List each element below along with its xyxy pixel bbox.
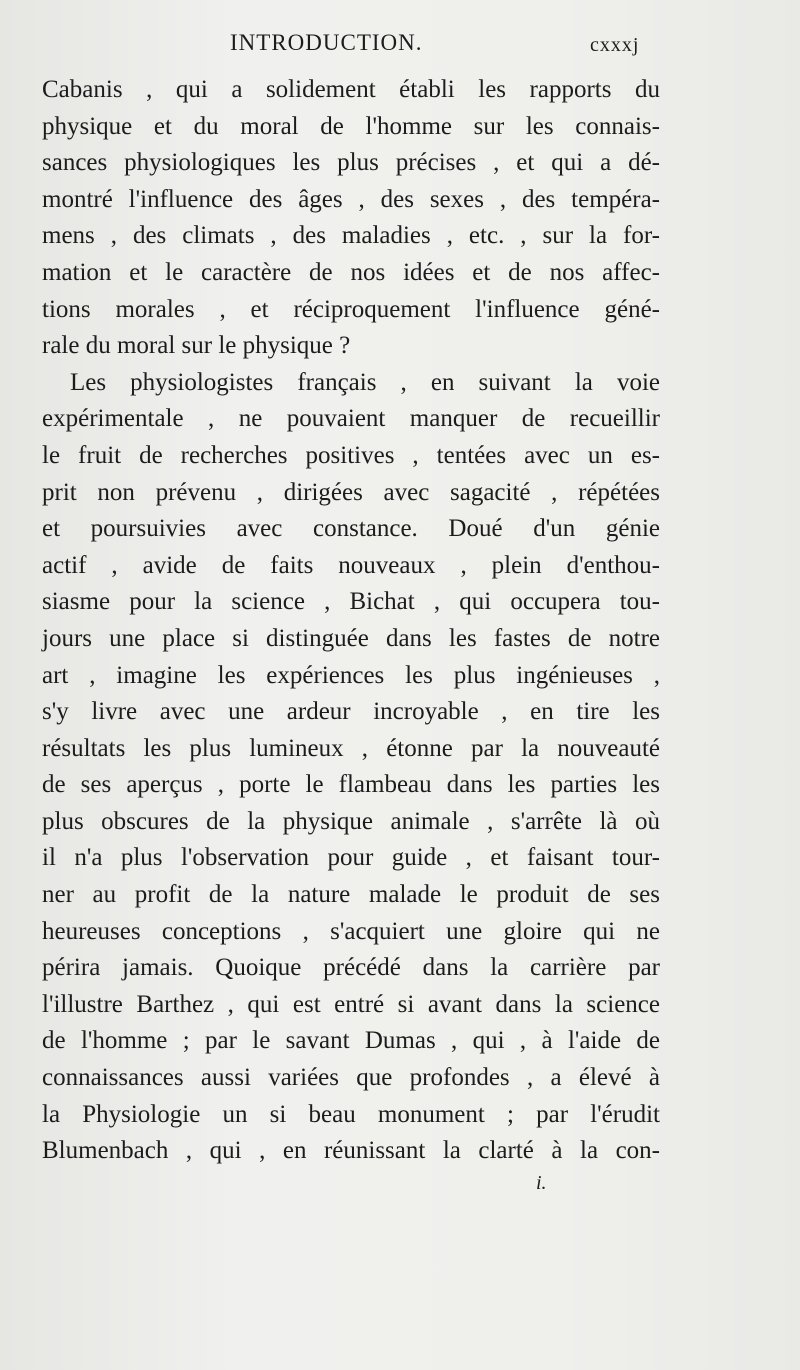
signature-mark: i. [536, 1172, 547, 1194]
text-line: le fruit de recherches positives , tentées avec un es- [42, 441, 660, 469]
text-line: connaissances aussi variées que profondes , a élevé à [42, 1064, 660, 1092]
text-line: Cabanis , qui a solidement établi les rapports du [42, 76, 660, 103]
text-line: périra jamais. Quoique précédé dans la carrière par [42, 954, 660, 982]
text-line: la Physiologie un si beau monument ; par l'érudit [42, 1100, 660, 1128]
text-line: mation et le caractère de nos idées et de nos affec- [42, 258, 660, 286]
text-line: physique et du moral de l'homme sur les connais- [42, 112, 660, 140]
body-text [42, 72, 660, 1170]
text-line: s'y livre avec une ardeur incroyable , en tire les [42, 698, 660, 726]
text-line: mens , des climats , des maladies , etc. , sur la for- [42, 222, 660, 250]
text-line: sances physiologiques les plus précises , et qui a dé- [42, 149, 660, 177]
paragraph-2 [42, 365, 660, 1170]
text-line: prit non prévenu , dirigées avec sagacité , répétées [42, 478, 660, 506]
running-head: INTRODUCTION. [230, 30, 423, 55]
text-line: Les physiologistes français , en suivant la voie [70, 368, 660, 396]
text-line: art , imagine les expériences les plus ingénieuses , [42, 661, 660, 689]
page-header [0, 30, 800, 70]
text-line: actif , avide de faits nouveaux , plein d'enthou- [42, 551, 660, 579]
text-line: heureuses conceptions , s'acquiert une gloire qui ne [42, 917, 660, 945]
text-line: il n'a plus l'observation pour guide , et faisant tour- [42, 844, 660, 872]
text-line: Blumenbach , qui , en réunissant la clarté à la con- [42, 1137, 660, 1165]
text-line: jours une place si distinguée dans les fastes de notre [42, 624, 660, 652]
text-line: l'illustre Barthez , qui est entré si avant dans la science [42, 990, 660, 1018]
text-line: de ses aperçus , porte le flambeau dans les parties les [42, 771, 660, 799]
paragraph-1 [42, 72, 660, 365]
text-line: plus obscures de la physique animale , s'arrête là où [42, 807, 660, 835]
text-line: expérimentale , ne pouvaient manquer de recueillir [42, 405, 660, 433]
page-number: cxxxj [590, 34, 640, 56]
text-line: de l'homme ; par le savant Dumas , qui , à l'aide de [42, 1027, 660, 1055]
text-line: tions morales , et réciproquement l'influence géné- [42, 295, 660, 323]
text-line: rale du moral sur le physique ? [42, 332, 351, 360]
text-line: montré l'influence des âges , des sexes , des tempéra- [42, 185, 660, 213]
text-line: et poursuivies avec constance. Doué d'un génie [42, 515, 660, 543]
text-line: siasme pour la science , Bichat , qui occupera tou- [42, 588, 660, 616]
text-line: ner au profit de la nature malade le produit de ses [42, 881, 660, 909]
text-line: résultats les plus lumineux , étonne par la nouveauté [42, 734, 660, 762]
